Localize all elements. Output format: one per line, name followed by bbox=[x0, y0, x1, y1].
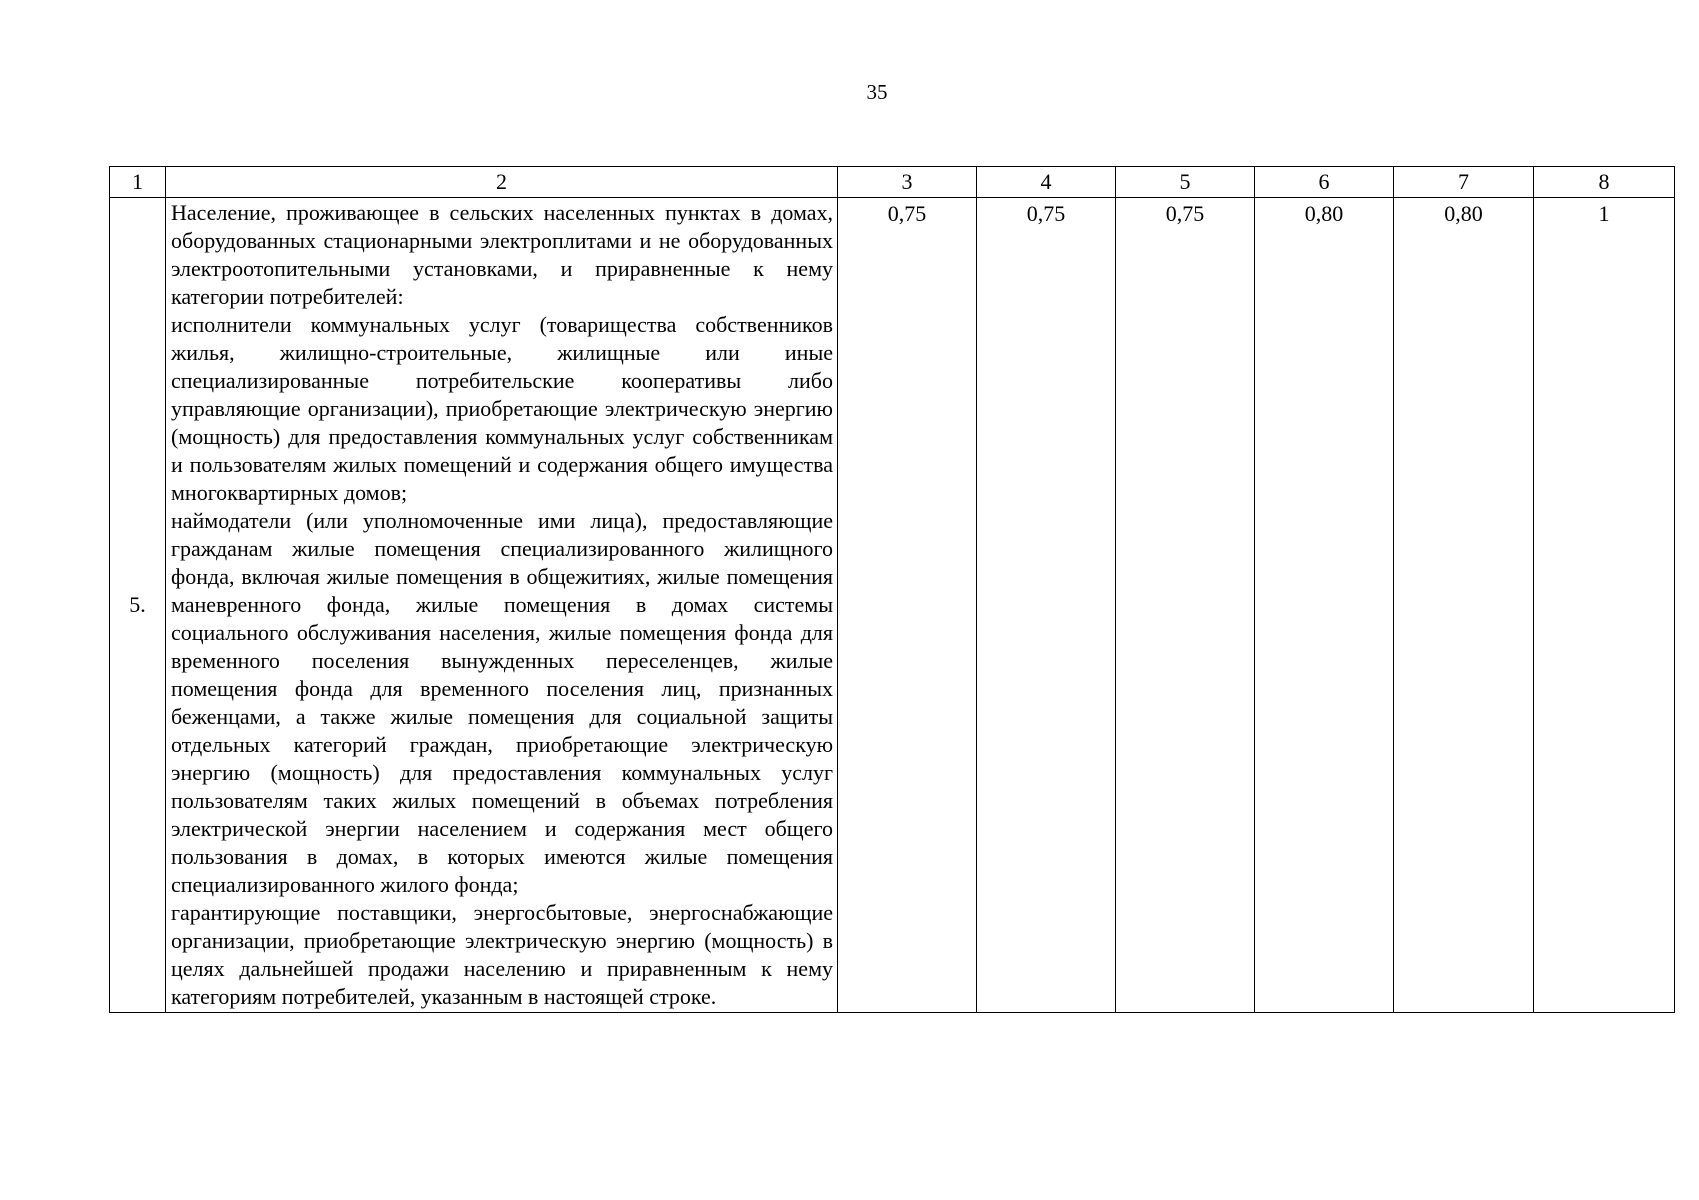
value-col-6: 0,80 bbox=[1255, 198, 1394, 1013]
row-number: 5. bbox=[110, 198, 166, 1013]
column-header-4: 4 bbox=[977, 167, 1116, 198]
value-col-8: 1 bbox=[1534, 198, 1675, 1013]
value-col-5: 0,75 bbox=[1116, 198, 1255, 1013]
column-header-2: 2 bbox=[166, 167, 838, 198]
table-row bbox=[110, 198, 1675, 1013]
column-header-5: 5 bbox=[1116, 167, 1255, 198]
value-col-4: 0,75 bbox=[977, 198, 1116, 1013]
column-header-3: 3 bbox=[838, 167, 977, 198]
header-row bbox=[110, 167, 1675, 198]
value-col-7: 0,80 bbox=[1394, 198, 1534, 1013]
value-col-3: 0,75 bbox=[838, 198, 977, 1013]
row-description bbox=[166, 198, 838, 1013]
description-paragraph-1: Население, проживающее в сельских населенных пунктах в домах, оборудованных стационарными электроплитами и не оборудованных электроотопительными установками, и приравненные к нему категории потребителей: bbox=[171, 200, 833, 309]
page-number: 35 bbox=[866, 80, 888, 104]
description-paragraph-2: исполнители коммунальных услуг (товарищества собственников жилья, жилищно-строительные, жилищные или иные специализированные потребительские кооперативы либо управляющие организации), приобретающие электрическую энергию (мощность) для предоставления коммунальных услуг собственникам и пользователям жилых помещений и содержания общего имущества многоквартирных домов; bbox=[171, 312, 833, 505]
column-header-1: 1 bbox=[110, 167, 166, 198]
description-paragraph-4: гарантирующие поставщики, энергосбытовые, энергоснабжающие организации, приобретающие электрическую энергию (мощность) в целях дальнейшей продажи населению и приравненным к нему категориям потребителей, указанным в настоящей строке. bbox=[171, 900, 833, 1009]
column-header-7: 7 bbox=[1394, 167, 1534, 198]
column-header-6: 6 bbox=[1255, 167, 1394, 198]
column-header-8: 8 bbox=[1534, 167, 1675, 198]
tariff-table bbox=[109, 166, 1675, 1013]
description-paragraph-3: наймодатели (или уполномоченные ими лица), предоставляющие гражданам жилые помещения специализированного жилищного фонда, включая жилые помещения в общежитиях, жилые помещения маневренного фонда, жилые помещения в домах системы социального обслуживания населения, жилые помещения фонда для временного поселения вынужденных переселенцев, жилые помещения фонда для временного поселения лиц, признанных беженцами, а также жилые помещения для социальной защиты отдельных категорий граждан, приобретающие электрическую энергию (мощность) для предоставления коммунальных услуг пользователям таких жилых помещений в объемах потребления электрической энергии населением и содержания мест общего пользования в домах, в которых имеются жилые помещения специализированного жилого фонда; bbox=[171, 508, 833, 897]
